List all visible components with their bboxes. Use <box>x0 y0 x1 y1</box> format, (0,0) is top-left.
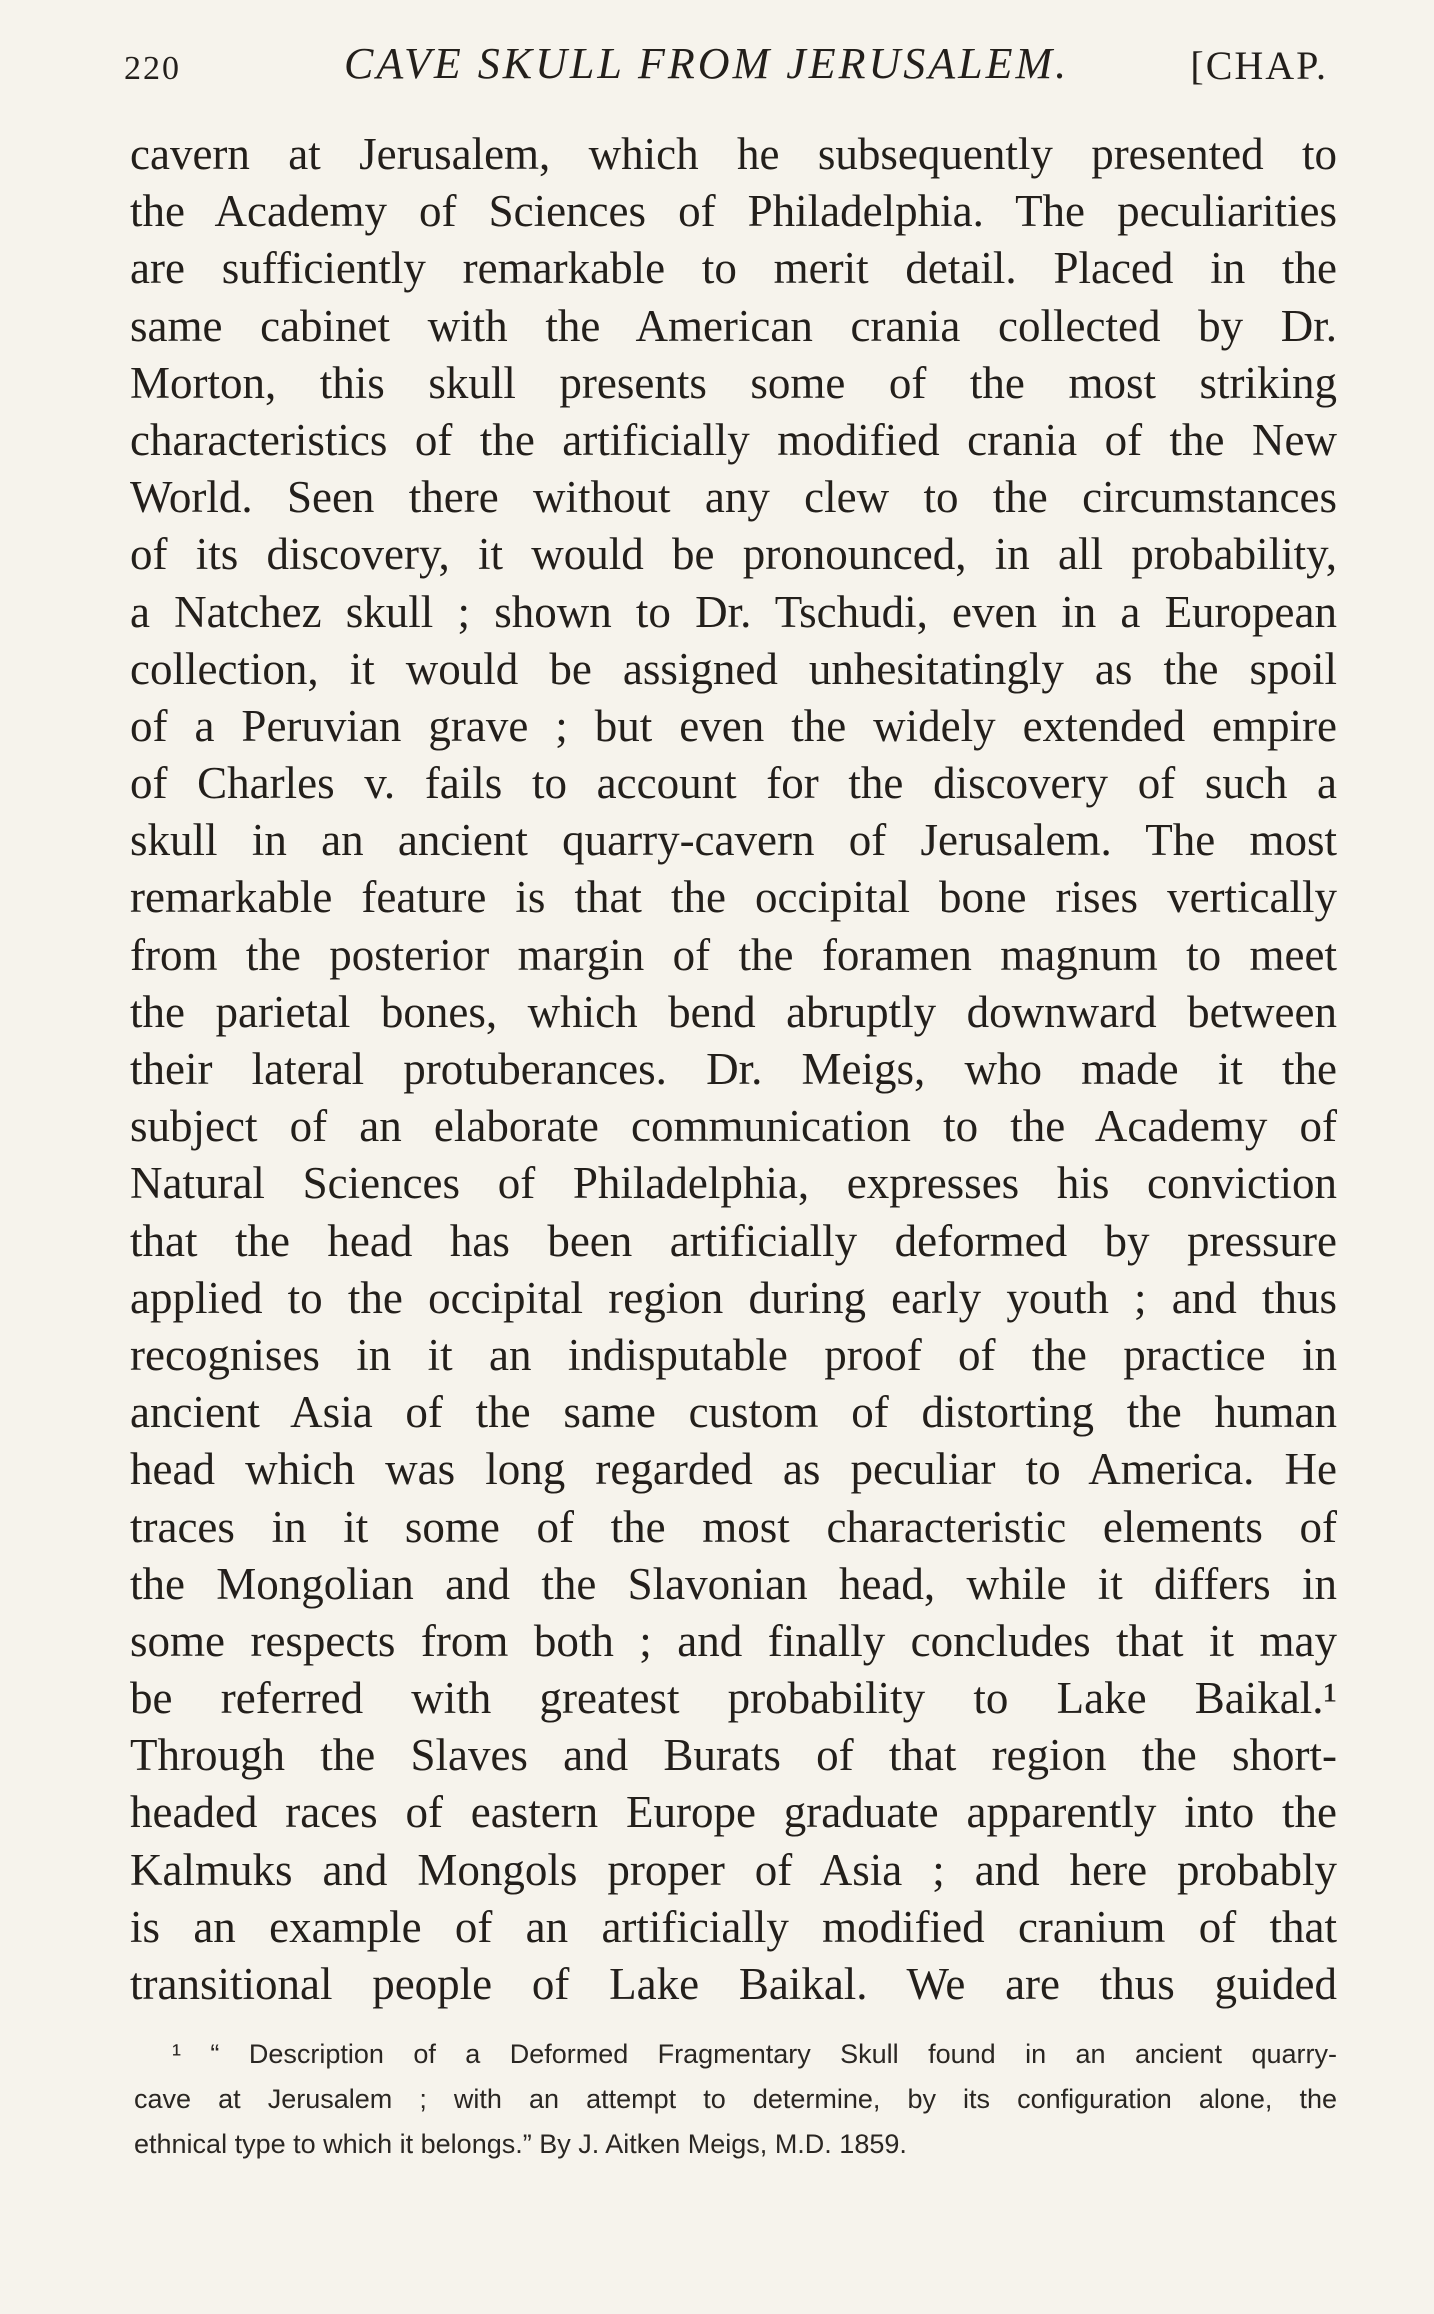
footnote-line: cave at Jerusalem ; with an attempt to determine, by its configuration alone, the <box>134 2084 1337 2114</box>
body-text <box>130 126 1337 2013</box>
text-line: the Mongolian and the Slavonian head, while it differs in <box>130 1558 1337 1609</box>
footnote <box>134 2032 1337 2167</box>
page-header <box>124 36 1342 96</box>
text-line: the parietal bones, which bend abruptly downward between <box>130 986 1337 1037</box>
text-line: traces in it some of the most characteristic elements of <box>130 1501 1337 1552</box>
text-line: World. Seen there without any clew to the circumstances <box>130 472 1337 523</box>
text-line: Kalmuks and Mongols proper of Asia ; and here probably <box>130 1844 1337 1895</box>
text-line: from the posterior margin of the foramen magnum to meet <box>130 929 1337 980</box>
text-line: ancient Asia of the same custom of distorting the human <box>130 1387 1337 1438</box>
running-title: CAVE SKULL FROM JERUSALEM. <box>344 39 1070 88</box>
text-line: of a Peruvian grave ; but even the widely extended empire <box>130 700 1337 751</box>
text-line: are sufficiently remarkable to merit detail. Placed in the <box>130 243 1337 294</box>
text-line: Morton, this skull presents some of the most striking <box>130 357 1337 408</box>
text-line: that the head has been artificially deformed by pressure <box>130 1215 1337 1266</box>
footnote-line: ethnical type to which it belongs.” By J. Aitken Meigs, M.D. 1859. <box>134 2129 907 2159</box>
text-line: collection, it would be assigned unhesitatingly as the spoil <box>130 643 1337 694</box>
text-line: a Natchez skull ; shown to Dr. Tschudi, even in a European <box>130 586 1337 637</box>
text-line: applied to the occipital region during early youth ; and thus <box>130 1272 1337 1323</box>
text-line: Natural Sciences of Philadelphia, expresses his conviction <box>130 1158 1337 1209</box>
text-line: of its discovery, it would be pronounced, in all probability, <box>130 529 1337 580</box>
text-line: be referred with greatest probability to Lake Baikal.¹ <box>130 1673 1337 1724</box>
text-line: remarkable feature is that the occipital bone rises vertically <box>130 872 1337 923</box>
text-line: characteristics of the artificially modified crania of the New <box>130 414 1337 465</box>
chapter-marker: [CHAP. <box>1190 43 1328 88</box>
text-line: the Academy of Sciences of Philadelphia. The peculiarities <box>130 186 1337 237</box>
text-line: subject of an elaborate communication to the Academy of <box>130 1101 1337 1152</box>
text-line: their lateral protuberances. Dr. Meigs, who made it the <box>130 1044 1337 1094</box>
text-line: Through the Slaves and Burats of that region the short- <box>130 1730 1337 1781</box>
text-line: head which was long regarded as peculiar to America. He <box>130 1444 1337 1495</box>
text-line: cavern at Jerusalem, which he subsequently presented to <box>130 129 1337 179</box>
footnote-line: ¹ “ Description of a Deformed Fragmentary Skull found in an ancient quarry- <box>172 2039 1337 2069</box>
text-line: of Charles v. fails to account for the discovery of such a <box>130 758 1337 809</box>
text-line: headed races of eastern Europe graduate apparently into the <box>130 1787 1337 1838</box>
text-line: is an example of an artificially modified cranium of that <box>130 1901 1337 1952</box>
text-line: some respects from both ; and finally concludes that it may <box>130 1615 1337 1666</box>
page-number: 220 <box>124 50 181 87</box>
text-line: recognises in it an indisputable proof of the practice in <box>130 1329 1337 1380</box>
text-line: same cabinet with the American crania collected by Dr. <box>130 300 1337 351</box>
text-line: transitional people of Lake Baikal. We are thus guided <box>130 1959 1337 2009</box>
text-line: skull in an ancient quarry-cavern of Jerusalem. The most <box>130 815 1337 866</box>
